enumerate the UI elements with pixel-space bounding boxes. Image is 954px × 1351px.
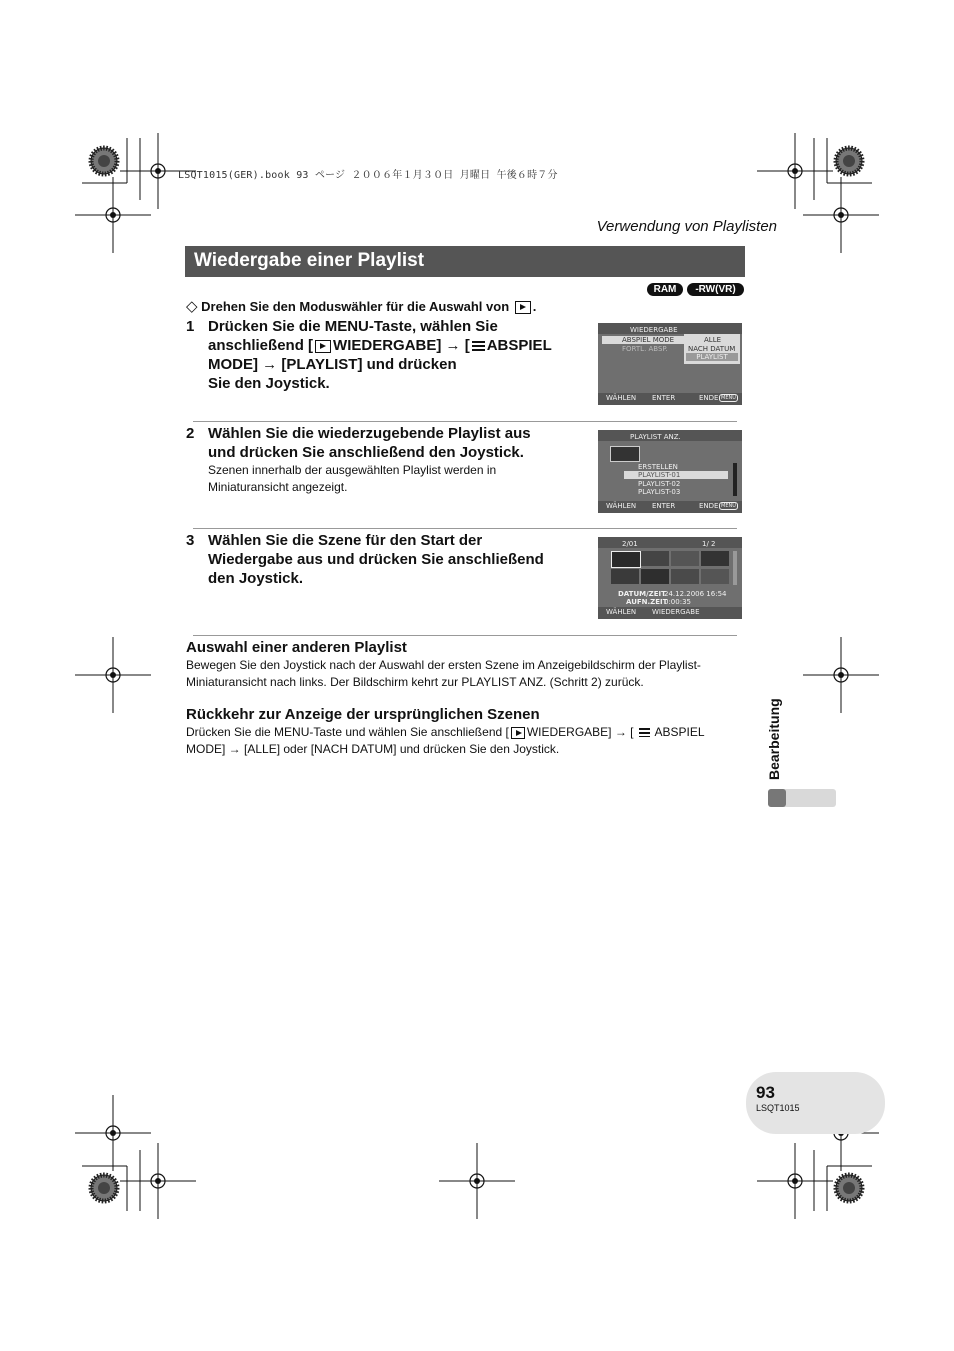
screen-2-scrollbar bbox=[733, 463, 737, 496]
screen-3-topbar bbox=[598, 537, 742, 548]
step-3-line-3: den Joystick. bbox=[208, 570, 304, 587]
menu-list-icon bbox=[472, 341, 485, 351]
screen-1-footer-right: ENDE bbox=[699, 394, 719, 402]
page-title: Wiedergabe einer Playlist bbox=[194, 250, 425, 271]
screen-1-footer-left: WÄHLEN bbox=[606, 394, 637, 402]
screen-2-item-erstellen: ERSTELLEN bbox=[638, 463, 678, 471]
step-2-line-2: und drücken Sie anschließend den Joystick. bbox=[208, 444, 524, 461]
step-2-subtext bbox=[208, 462, 496, 496]
other-playlist-line-1: Bewegen Sie den Joystick nach der Auswahl der ersten Szene im Anzeigebildschirm der Playlist- bbox=[186, 658, 701, 672]
screen-2-item-playlist-03: PLAYLIST-03 bbox=[638, 488, 681, 496]
screen-2-item-playlist-02: PLAYLIST-02 bbox=[638, 480, 681, 488]
return-original-line-1 bbox=[186, 724, 746, 741]
thumbnail-2 bbox=[641, 551, 669, 566]
screen-3-footer-mid: WIEDERGABE bbox=[652, 608, 700, 616]
screen-3-scrollbar bbox=[733, 551, 737, 585]
screen-3-time-label: AUFN.ZEIT bbox=[626, 598, 668, 606]
screen-3-date-label: DATUM/ZEIT bbox=[618, 590, 666, 598]
screen-3-top-right: 1/ 2 bbox=[702, 540, 716, 548]
other-playlist-heading: Auswahl einer anderen Playlist bbox=[186, 639, 407, 656]
screen-2-item-playlist-01: PLAYLIST-01 bbox=[624, 471, 728, 479]
step-3-text bbox=[208, 531, 588, 588]
step-2-line-1: Wählen Sie die wiederzugebende Playlist aus bbox=[208, 425, 531, 442]
return-original-line-1b: WIEDERGABE] → [ bbox=[526, 725, 634, 739]
side-tab-indicator bbox=[768, 789, 786, 807]
step-3-line-2: Wiedergabe aus und drücken Sie anschließend bbox=[208, 551, 544, 568]
screen-2-thumbnail bbox=[610, 446, 640, 462]
step-2-number: 2 bbox=[186, 425, 195, 442]
return-original-line-1c: ABSPIEL bbox=[654, 725, 705, 739]
thumbnail-5 bbox=[611, 569, 639, 584]
page-title-bar bbox=[185, 246, 745, 277]
screen-1-title: WIEDERGABE bbox=[630, 326, 678, 334]
prerequisite-suffix: . bbox=[532, 299, 537, 314]
other-playlist-line-2: Miniaturansicht nach links. Der Bildschirm kehrt zur PLAYLIST ANZ. (Schritt 2) zurück. bbox=[186, 675, 644, 689]
screen-1-row-1: ABSPIEL MODE bbox=[602, 336, 686, 344]
step-1-line-1: Drücken Sie die MENU-Taste, wählen Sie bbox=[208, 318, 498, 335]
page-code: LSQT1015 bbox=[756, 1103, 800, 1113]
screen-2-footer-right: ENDE bbox=[699, 502, 719, 510]
prerequisite bbox=[186, 297, 536, 315]
step-1-line-3: MODE] → [PLAYLIST] und drücken bbox=[208, 356, 457, 373]
step-2-text bbox=[208, 424, 588, 462]
playback-mode-icon bbox=[515, 301, 531, 314]
print-header: LSQT1015(GER).book 93 ページ ２００６年１月３０日 月曜日 午後６時７分 bbox=[178, 170, 558, 181]
playback-icon bbox=[511, 727, 525, 739]
section-title: Verwendung von Playlisten bbox=[596, 218, 777, 235]
screen-3-date-value: 24.12.2006 16:54 bbox=[664, 590, 727, 598]
badge-rw-vr: -RW(VR) bbox=[687, 283, 744, 296]
divider-1 bbox=[193, 421, 737, 422]
return-original-body bbox=[186, 724, 746, 758]
step-1-line-4: Sie den Joystick. bbox=[208, 375, 330, 392]
thumbnail-7 bbox=[671, 569, 699, 584]
diamond-icon: ◇ bbox=[186, 298, 198, 315]
screen-playlist-thumbnails bbox=[598, 537, 742, 619]
thumbnail-1 bbox=[611, 551, 641, 568]
prerequisite-text: Drehen Sie den Moduswähler für die Auswahl von bbox=[201, 299, 510, 314]
screen-1-option-nach-datum: NACH DATUM bbox=[688, 345, 736, 353]
other-playlist-body bbox=[186, 657, 746, 691]
step-1-line-2a: anschließend [ bbox=[208, 337, 314, 354]
step-2-sub-1: Szenen innerhalb der ausgewählten Playlist werden in bbox=[208, 463, 497, 477]
screen-1-footer-btn: MENU bbox=[721, 395, 736, 401]
thumbnail-6 bbox=[641, 569, 669, 584]
screen-wiedergabe-menu bbox=[598, 323, 742, 405]
step-1-number: 1 bbox=[186, 318, 195, 335]
screen-2-footer-mid: ENTER bbox=[652, 502, 676, 510]
step-1-text bbox=[208, 317, 588, 393]
playback-icon bbox=[315, 340, 331, 353]
badge-ram: RAM bbox=[647, 283, 683, 296]
step-3-line-1: Wählen Sie die Szene für den Start der bbox=[208, 532, 483, 549]
side-tab-text: Bearbeitung bbox=[766, 698, 782, 780]
step-2-sub-2: Miniaturansicht angezeigt. bbox=[208, 480, 348, 494]
thumbnail-4 bbox=[701, 551, 729, 566]
step-3-number: 3 bbox=[186, 532, 195, 549]
screen-3-top-left: 2/01 bbox=[622, 540, 638, 548]
screen-2-footer-left: WÄHLEN bbox=[606, 502, 637, 510]
screen-playlist-anz bbox=[598, 430, 742, 513]
menu-list-icon bbox=[639, 728, 650, 737]
step-1-line-2c: → [ bbox=[445, 337, 470, 354]
divider-3 bbox=[193, 635, 737, 636]
return-original-line-1a: Drücken Sie die MENU-Taste und wählen Sie anschließend [ bbox=[186, 725, 509, 739]
screen-3-time-value: 0:00:35 bbox=[664, 598, 691, 606]
screen-1-footer-mid: ENTER bbox=[652, 394, 676, 402]
return-original-heading: Rückkehr zur Anzeige der ursprünglichen Szenen bbox=[186, 706, 540, 723]
side-tab-label bbox=[748, 690, 798, 790]
divider-2 bbox=[193, 528, 737, 529]
thumbnail-3 bbox=[671, 551, 699, 566]
screen-1-row-2: FORTL. ABSP. bbox=[622, 345, 668, 353]
return-original-line-2: MODE] → [ALLE] oder [NACH DATUM] und drücken Sie den Joystick. bbox=[186, 742, 560, 756]
screen-1-option-alle: ALLE bbox=[704, 336, 722, 344]
step-1-line-2 bbox=[208, 336, 588, 355]
screen-1-option-playlist: PLAYLIST bbox=[686, 353, 738, 361]
page-number: 93 bbox=[756, 1083, 775, 1102]
screen-3-footer-left: WÄHLEN bbox=[606, 608, 637, 616]
step-1-line-2d: ABSPIEL bbox=[486, 337, 552, 354]
step-1-line-2b: WIEDERGABE] bbox=[333, 337, 442, 354]
screen-2-title: PLAYLIST ANZ. bbox=[630, 433, 681, 441]
thumbnail-8 bbox=[701, 569, 729, 584]
screen-2-footer-btn: MENU bbox=[721, 503, 736, 509]
